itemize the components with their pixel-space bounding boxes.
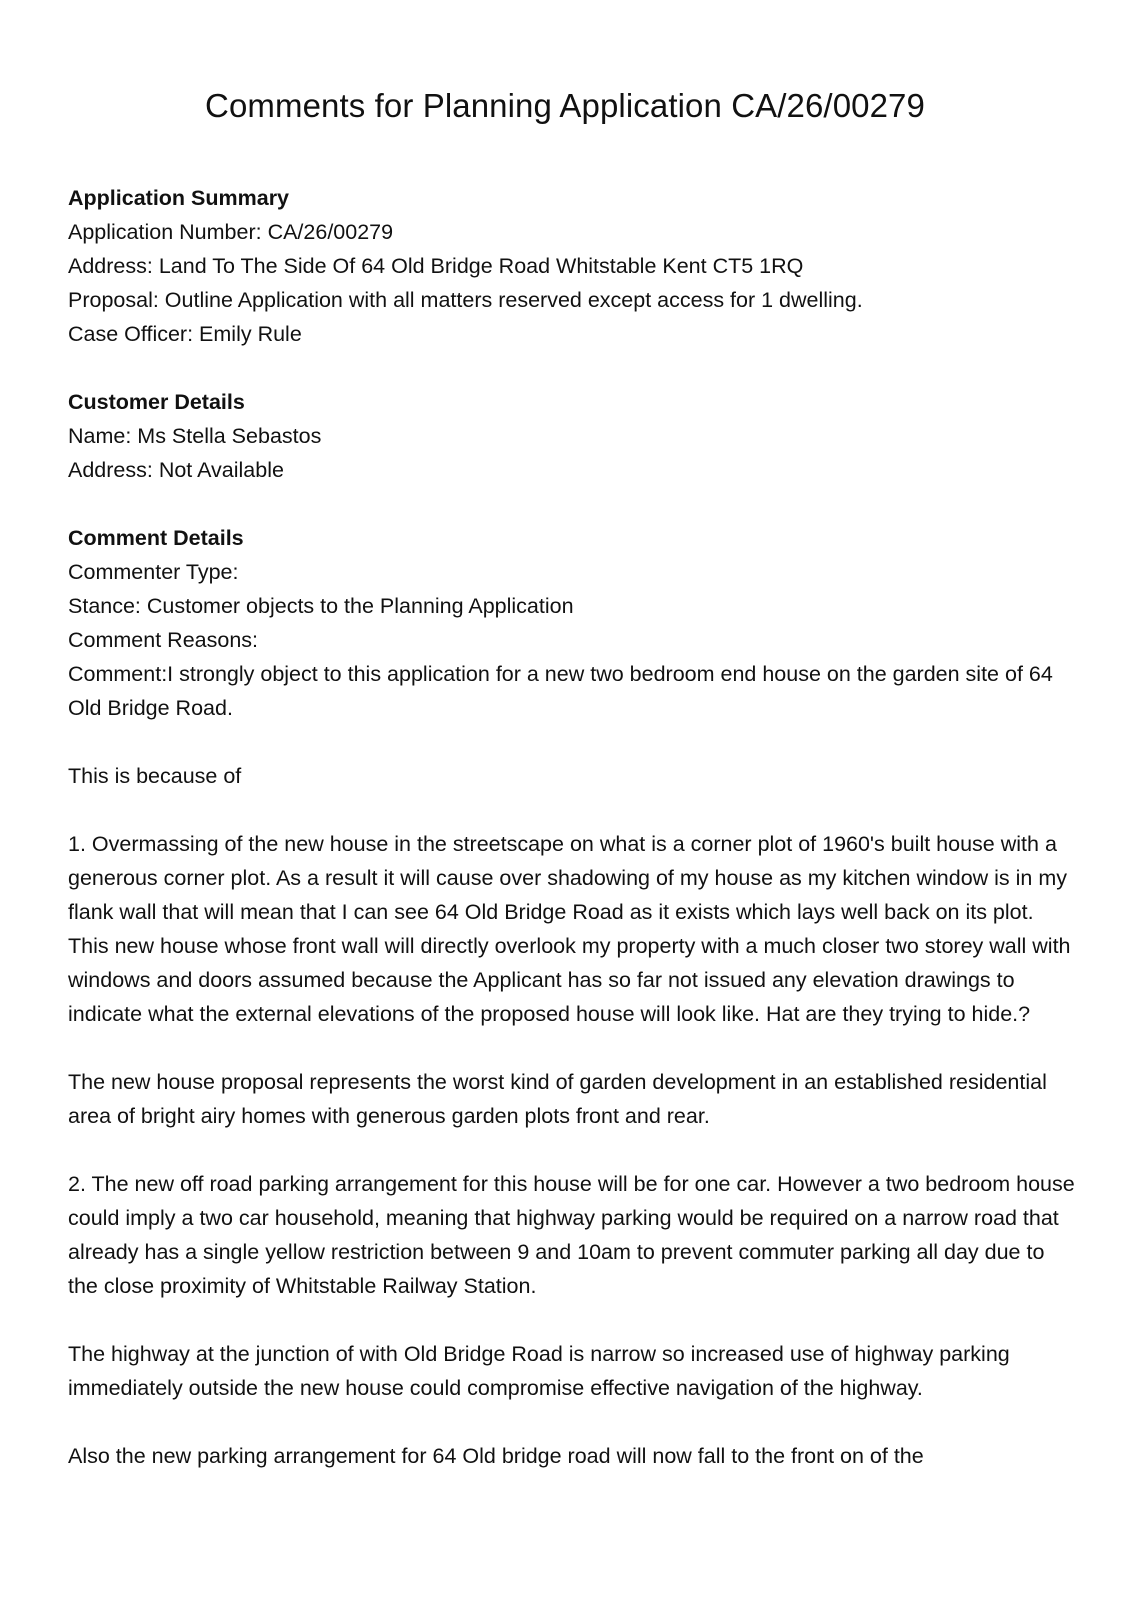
customer-details-section	[68, 385, 1078, 487]
application-summary-section	[68, 181, 1078, 351]
comment-paragraph: Comment:I strongly object to this application for a new two bedroom end house on the garden site of 64 Old Bridge Road.	[68, 662, 1053, 720]
page-title: Comments for Planning Application CA/26/00279	[205, 87, 925, 124]
customer-details-heading: Customer Details	[68, 390, 245, 414]
comment-paragraph: Also the new parking arrangement for 64 Old bridge road will now fall to the front on of the	[68, 1444, 924, 1468]
comment-paragraph: This is because of	[68, 764, 242, 788]
stance: Stance: Customer objects to the Planning Application	[68, 594, 574, 618]
document-body	[68, 181, 1078, 1507]
application-number: Application Number: CA/26/00279	[68, 220, 394, 244]
comment-paragraph: 2. The new off road parking arrangement for this house will be for one car. However a two bedroom house could imply a two car household, meaning that highway parking would be required on a narrow road that already has a single yellow restriction between 9 and 10am to prevent commuter parking all day due to the close proximity of Whitstable Railway Station.	[68, 1172, 1075, 1298]
case-officer: Case Officer: Emily Rule	[68, 322, 302, 346]
comment-paragraph: The highway at the junction of with Old Bridge Road is narrow so increased use of highway parking immediately outside the new house could compromise effective navigation of the highway.	[68, 1342, 1010, 1400]
commenter-type: Commenter Type:	[68, 560, 239, 584]
comment-paragraph: 1. Overmassing of the new house in the streetscape on what is a corner plot of 1960's built house with a generous corner plot. As a result it will cause over shadowing of my house as my kitchen window is in my flank wall that will mean that I can see 64 Old Bridge Road as it exists which lays well back on its plot. This new house whose front wall will directly overlook my property with a much closer two storey wall with windows and doors assumed because the Applicant has so far not issued any elevation drawings to indicate what the external elevations of the proposed house will look like. Hat are they trying to hide.?	[68, 832, 1071, 1026]
customer-name: Name: Ms Stella Sebastos	[68, 424, 322, 448]
comment-details-heading: Comment Details	[68, 526, 244, 550]
comment-details-section	[68, 521, 1078, 1473]
comment-paragraph: The new house proposal represents the worst kind of garden development in an established residential area of bright airy homes with generous garden plots front and rear.	[68, 1070, 1047, 1128]
comment-reasons: Comment Reasons:	[68, 628, 258, 652]
application-summary-heading: Application Summary	[68, 186, 290, 210]
customer-address: Address: Not Available	[68, 458, 284, 482]
application-proposal: Proposal: Outline Application with all matters reserved except access for 1 dwelling.	[68, 288, 863, 312]
application-address: Address: Land To The Side Of 64 Old Bridge Road Whitstable Kent CT5 1RQ	[68, 254, 804, 278]
